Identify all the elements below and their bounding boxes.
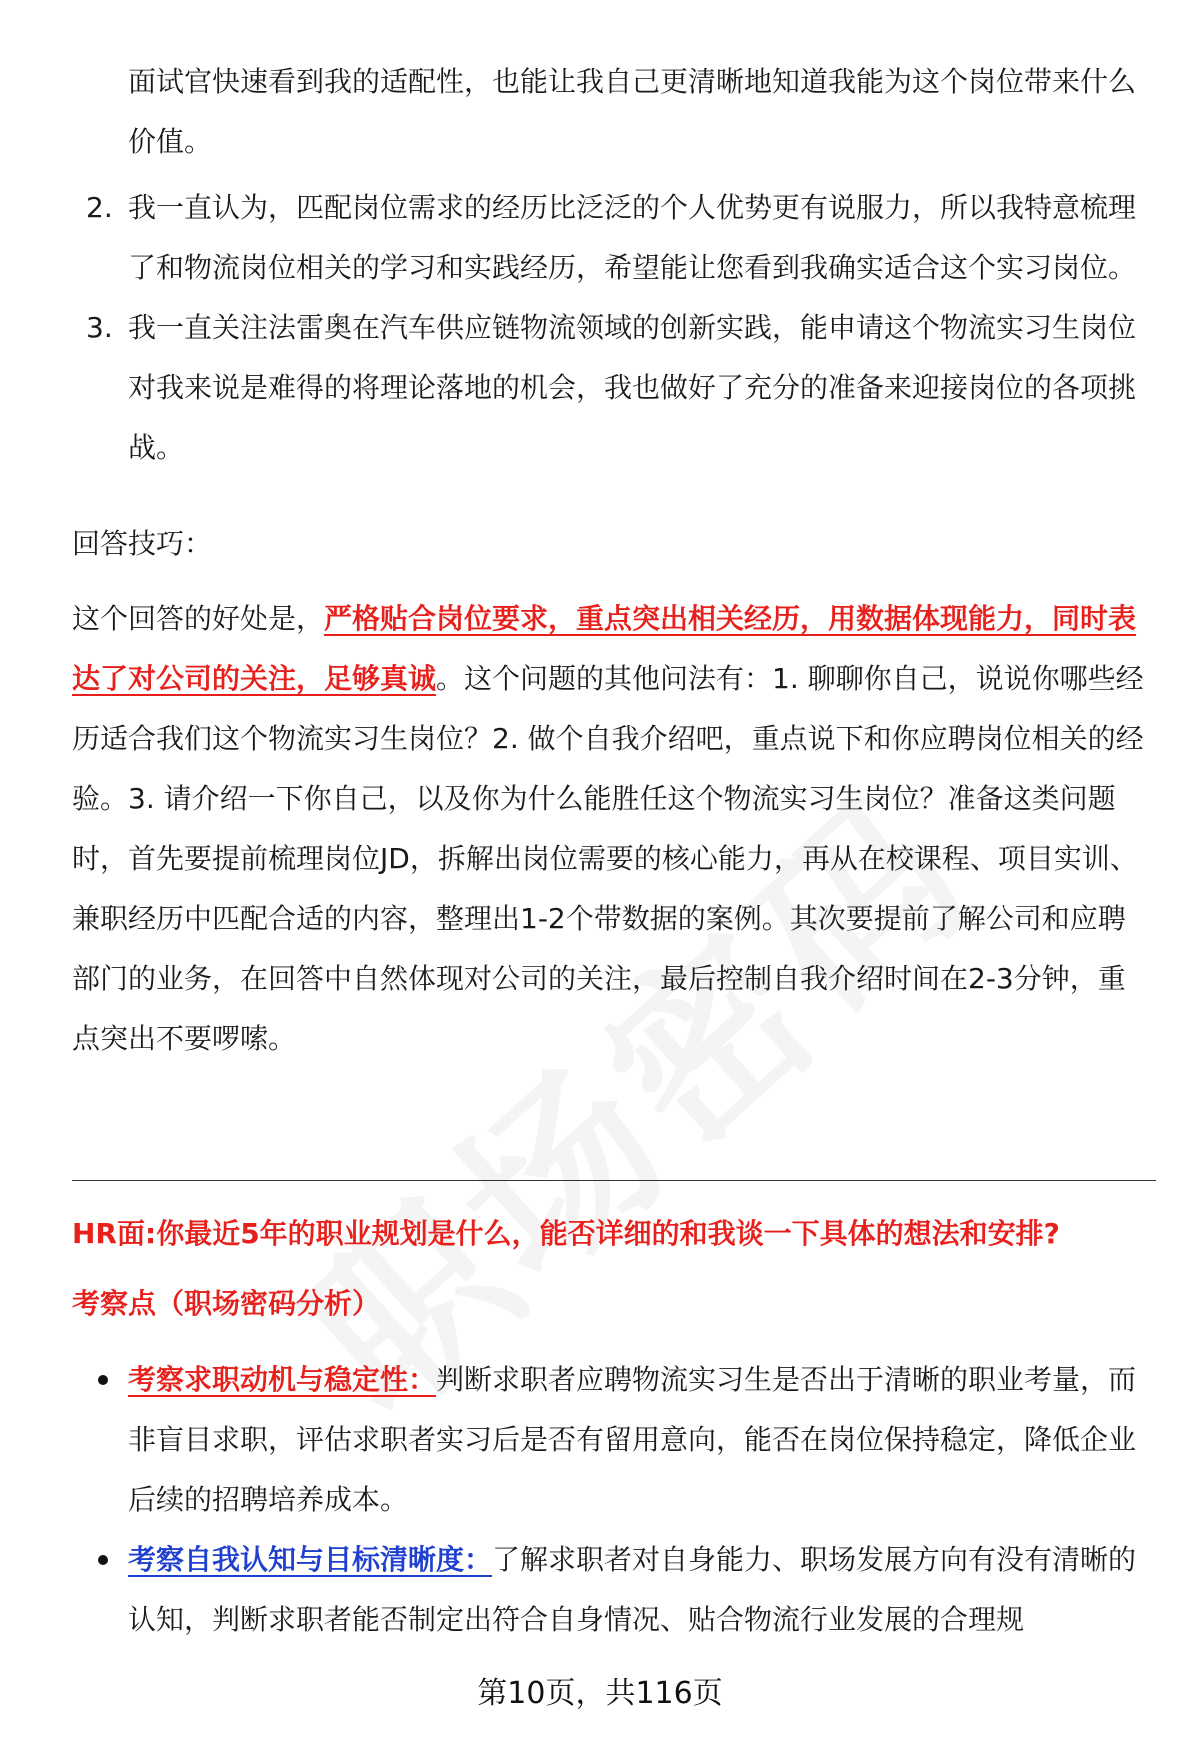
bullet-list bbox=[72, 1350, 1152, 1650]
bullet-item bbox=[72, 1350, 1152, 1530]
tips-label: 回答技巧： bbox=[72, 527, 213, 560]
list-number: 3. bbox=[86, 311, 113, 344]
list-item-text: 我一直关注法雷奥在汽车供应链物流领域的创新实践，能申请这个物流实习生岗位对我来说是难得的将理论落地的机会，我也做好了充分的准备来迎接岗位的各项挑战。 bbox=[128, 311, 1137, 464]
tips-rest: 。这个问题的其他问法有：1. 聊聊你自己，说说你哪些经历适合我们这个物流实习生岗位？2. 做个自我介绍吧，重点说下和你应聘岗位相关的经验。3. 请介绍一下你自己，以及你为什么能胜任这个物流实习生岗位？准备这类问题时，首先要提前梳理岗位JD，拆解出岗位需要的核心能力，再从在校课程、项目实训、兼职经历中匹配合适的内容，整理出1-2个带数据的案例。其次要提前了解公司和应聘部门的业务，在回答中自然体现对公司的关注，最后控制自我介绍时间在2-3分钟，重点突出不要啰嗦。 bbox=[72, 662, 1144, 1055]
tips-lead: 这个回答的好处是， bbox=[72, 602, 325, 635]
continuation-paragraph: 面试官快速看到我的适配性，也能让我自己更清晰地知道我能为这个岗位带来什么价值。 bbox=[128, 65, 1137, 158]
list-number: 2. bbox=[86, 191, 113, 224]
tips-highlight: 严格贴合岗位要求，重点突出相关经历，用数据体现能力，同时表达了对公司的关注，足够真诚 bbox=[72, 602, 1137, 695]
question-title: HR面:你最近5年的职业规划是什么，能否详细的和我谈一下具体的想法和安排? bbox=[72, 1217, 1060, 1250]
section-divider bbox=[72, 1180, 1156, 1181]
bullet-text: 了解求职者对自身能力、职场发展方向有没有清晰的认知，判断求职者能否制定出符合自身情况、贴合物流行业发展的合理规 bbox=[128, 1543, 1137, 1636]
tips-paragraph bbox=[72, 589, 1152, 1069]
list-item bbox=[72, 178, 1152, 298]
list-item bbox=[72, 298, 1152, 478]
bullet-item bbox=[72, 1530, 1152, 1650]
page-footer: 第10页，共116页 bbox=[477, 1676, 723, 1711]
bullet-key: 考察求职动机与稳定性： bbox=[128, 1363, 437, 1396]
bullet-key: 考察自我认知与目标清晰度： bbox=[128, 1543, 493, 1576]
bullet-dot-icon bbox=[98, 1555, 108, 1565]
numbered-list bbox=[72, 178, 1152, 478]
bullet-text: 判断求职者应聘物流实习生是否出于清晰的职业考量，而非盲目求职，评估求职者实习后是否有留用意向，能否在岗位保持稳定，降低企业后续的招聘培养成本。 bbox=[128, 1363, 1137, 1516]
bullet-dot-icon bbox=[98, 1375, 108, 1385]
question-subtitle: 考察点（职场密码分析） bbox=[72, 1287, 381, 1320]
list-item-text: 我一直认为，匹配岗位需求的经历比泛泛的个人优势更有说服力，所以我特意梳理了和物流岗位相关的学习和实践经历，希望能让您看到我确实适合这个实习岗位。 bbox=[128, 191, 1137, 284]
